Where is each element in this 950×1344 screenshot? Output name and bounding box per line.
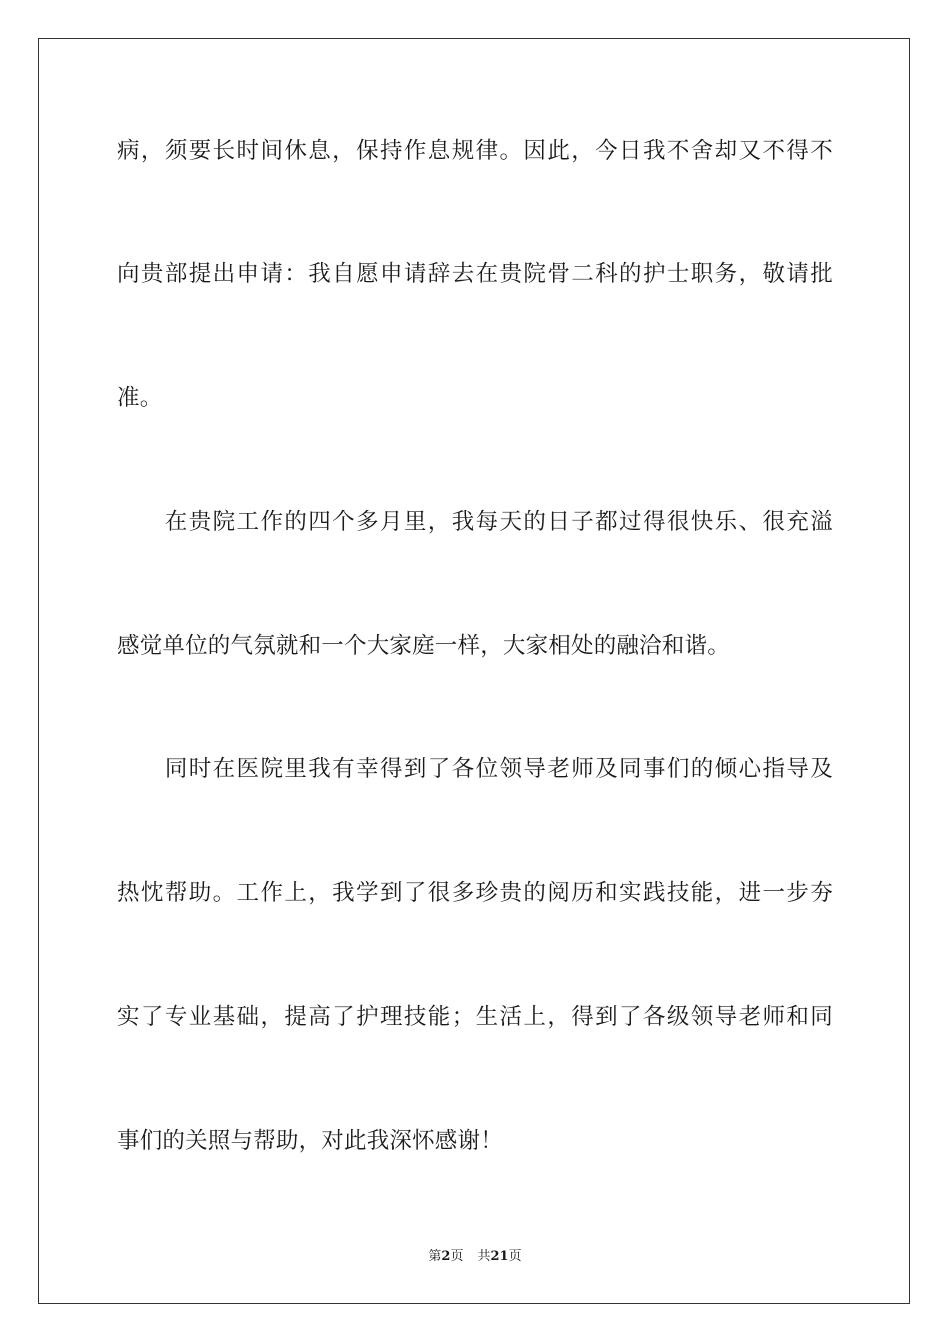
page-number: 2 — [441, 1249, 451, 1264]
body-line-2: 向贵部提出申请：我自愿申请辞去在贵院骨二科的护士职务，敬请批 — [117, 261, 833, 287]
page-border — [38, 38, 910, 1304]
body-line-9: 事们的关照与帮助，对此我深怀感谢！ — [117, 1128, 503, 1154]
body-line-8: 实了专业基础，提高了护理技能；生活上，得到了各级领导老师和同 — [117, 1004, 833, 1030]
page-footer — [0, 1248, 950, 1266]
page-suffix: 页 — [450, 1249, 464, 1264]
body-line-4: 在贵院工作的四个多月里，我每天的日子都过得很快乐、很充溢 — [117, 509, 833, 535]
body-line-3: 准。 — [117, 385, 163, 411]
total-pages: 21 — [490, 1249, 509, 1264]
total-suffix: 页 — [508, 1249, 522, 1264]
body-line-5: 感觉单位的气氛就和一个大家庭一样，大家相处的融洽和谐。 — [117, 633, 730, 659]
total-prefix: 共 — [477, 1249, 491, 1264]
body-line-7: 热忱帮助。工作上，我学到了很多珍贵的阅历和实践技能，进一步夯 — [117, 880, 833, 906]
body-line-6: 同时在医院里我有幸得到了各位领导老师及同事们的倾心指导及 — [117, 756, 833, 782]
page-prefix: 第 — [428, 1249, 442, 1264]
body-line-1: 病，须要长时间休息，保持作息规律。因此，今日我不舍却又不得不 — [117, 138, 833, 164]
